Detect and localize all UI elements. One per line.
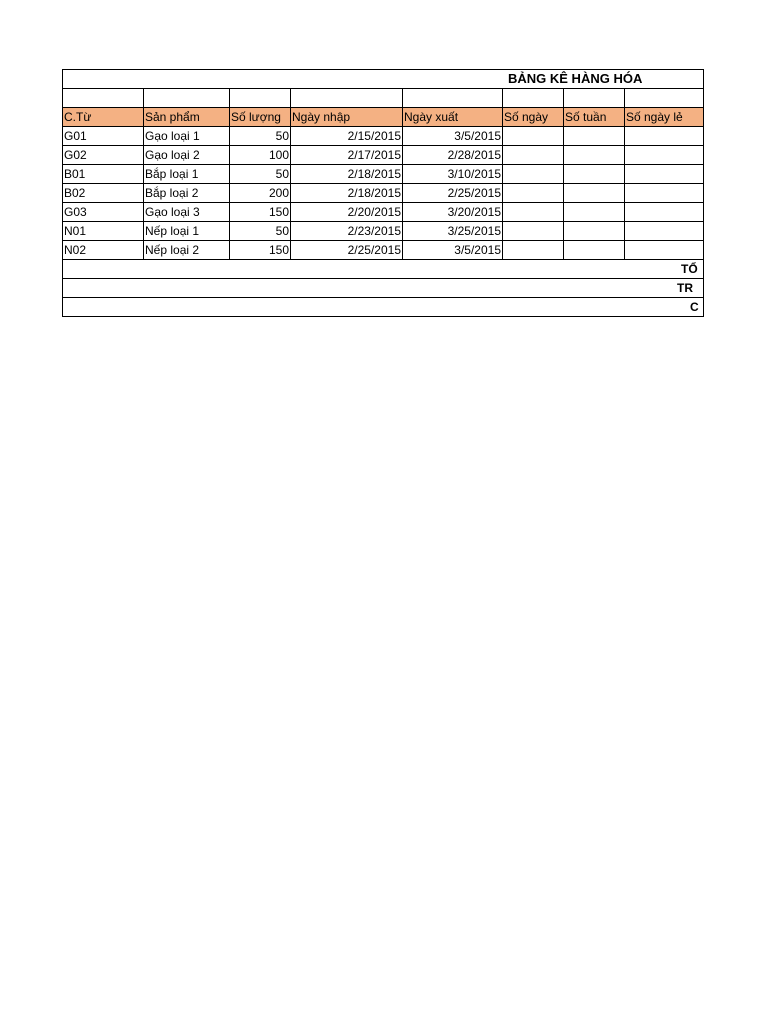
summary-row	[63, 279, 704, 298]
table-cell[interactable]: 50	[230, 127, 291, 146]
table-cell[interactable]: 50	[230, 165, 291, 184]
summary-label: TR	[677, 281, 693, 295]
table-cell[interactable]: Bắp loại 2	[144, 184, 230, 203]
blank-row	[63, 89, 704, 108]
cell[interactable]	[564, 89, 625, 108]
column-header[interactable]: Số ngày lẻ	[625, 108, 704, 127]
cell[interactable]	[230, 89, 291, 108]
table-cell[interactable]	[625, 241, 704, 260]
table-cell[interactable]: B02	[63, 184, 144, 203]
column-header[interactable]: C.Từ	[63, 108, 144, 127]
table-row	[63, 184, 704, 203]
table-cell[interactable]: G02	[63, 146, 144, 165]
title-row	[63, 70, 704, 89]
table-cell[interactable]: 2/28/2015	[403, 146, 503, 165]
summary-label: TỔ	[681, 262, 698, 276]
table-cell[interactable]: 2/20/2015	[291, 203, 403, 222]
summary-row	[63, 298, 704, 317]
table-row	[63, 165, 704, 184]
table-cell[interactable]: 3/25/2015	[403, 222, 503, 241]
table-cell[interactable]	[503, 184, 564, 203]
column-header[interactable]: Số lượng	[230, 108, 291, 127]
table-cell[interactable]: 2/17/2015	[291, 146, 403, 165]
summary-cell[interactable]	[63, 260, 704, 279]
table-cell[interactable]: Nếp loại 2	[144, 241, 230, 260]
cell[interactable]	[503, 89, 564, 108]
table-cell[interactable]	[564, 165, 625, 184]
cell[interactable]	[625, 89, 704, 108]
table-cell[interactable]: 200	[230, 184, 291, 203]
table-row	[63, 203, 704, 222]
column-header[interactable]: Ngày xuất	[403, 108, 503, 127]
goods-table	[62, 69, 704, 317]
summary-label: C	[690, 300, 699, 314]
sheet-title: BẢNG KÊ HÀNG HÓA	[508, 71, 643, 86]
table-cell[interactable]: 3/5/2015	[403, 127, 503, 146]
spreadsheet	[62, 69, 699, 317]
table-cell[interactable]	[564, 241, 625, 260]
table-cell[interactable]	[503, 203, 564, 222]
table-cell[interactable]: Gạo loại 2	[144, 146, 230, 165]
table-cell[interactable]: 150	[230, 203, 291, 222]
table-row	[63, 241, 704, 260]
table-row	[63, 127, 704, 146]
table-cell[interactable]	[625, 222, 704, 241]
summary-cell[interactable]	[63, 279, 704, 298]
table-cell[interactable]: B01	[63, 165, 144, 184]
summary-row	[63, 260, 704, 279]
table-cell[interactable]: 2/18/2015	[291, 165, 403, 184]
column-header[interactable]: Số tuần	[564, 108, 625, 127]
table-cell[interactable]	[564, 222, 625, 241]
table-cell[interactable]: 2/25/2015	[403, 184, 503, 203]
table-cell[interactable]: 3/5/2015	[403, 241, 503, 260]
table-cell[interactable]: 50	[230, 222, 291, 241]
header-row	[63, 108, 704, 127]
table-cell[interactable]: 100	[230, 146, 291, 165]
table-cell[interactable]	[503, 165, 564, 184]
table-cell[interactable]: G01	[63, 127, 144, 146]
table-cell[interactable]	[503, 222, 564, 241]
table-cell[interactable]	[503, 146, 564, 165]
table-cell[interactable]: N01	[63, 222, 144, 241]
table-cell[interactable]	[564, 203, 625, 222]
cell[interactable]	[403, 89, 503, 108]
table-cell[interactable]	[625, 203, 704, 222]
cell[interactable]	[63, 89, 144, 108]
table-cell[interactable]: 150	[230, 241, 291, 260]
table-cell[interactable]	[625, 146, 704, 165]
table-cell[interactable]: G03	[63, 203, 144, 222]
table-cell[interactable]	[625, 127, 704, 146]
column-header[interactable]: Sản phẩm	[144, 108, 230, 127]
summary-cell[interactable]	[63, 298, 704, 317]
table-cell[interactable]	[625, 165, 704, 184]
cell[interactable]	[144, 89, 230, 108]
table-cell[interactable]	[503, 241, 564, 260]
table-cell[interactable]: Gạo loại 1	[144, 127, 230, 146]
table-cell[interactable]	[503, 127, 564, 146]
table-row	[63, 146, 704, 165]
table-cell[interactable]: Bắp loại 1	[144, 165, 230, 184]
table-cell[interactable]	[564, 127, 625, 146]
table-cell[interactable]	[564, 146, 625, 165]
table-cell[interactable]: Gạo loại 3	[144, 203, 230, 222]
table-cell[interactable]	[564, 184, 625, 203]
cell[interactable]	[291, 89, 403, 108]
table-cell[interactable]: Nếp loại 1	[144, 222, 230, 241]
table-cell[interactable]: 2/25/2015	[291, 241, 403, 260]
column-header[interactable]: Số ngày	[503, 108, 564, 127]
table-cell[interactable]	[625, 184, 704, 203]
table-row	[63, 222, 704, 241]
table-cell[interactable]: 2/23/2015	[291, 222, 403, 241]
table-cell[interactable]: 3/20/2015	[403, 203, 503, 222]
table-cell[interactable]: 2/15/2015	[291, 127, 403, 146]
table-cell[interactable]: 3/10/2015	[403, 165, 503, 184]
table-cell[interactable]: N02	[63, 241, 144, 260]
column-header[interactable]: Ngày nhập	[291, 108, 403, 127]
table-cell[interactable]: 2/18/2015	[291, 184, 403, 203]
